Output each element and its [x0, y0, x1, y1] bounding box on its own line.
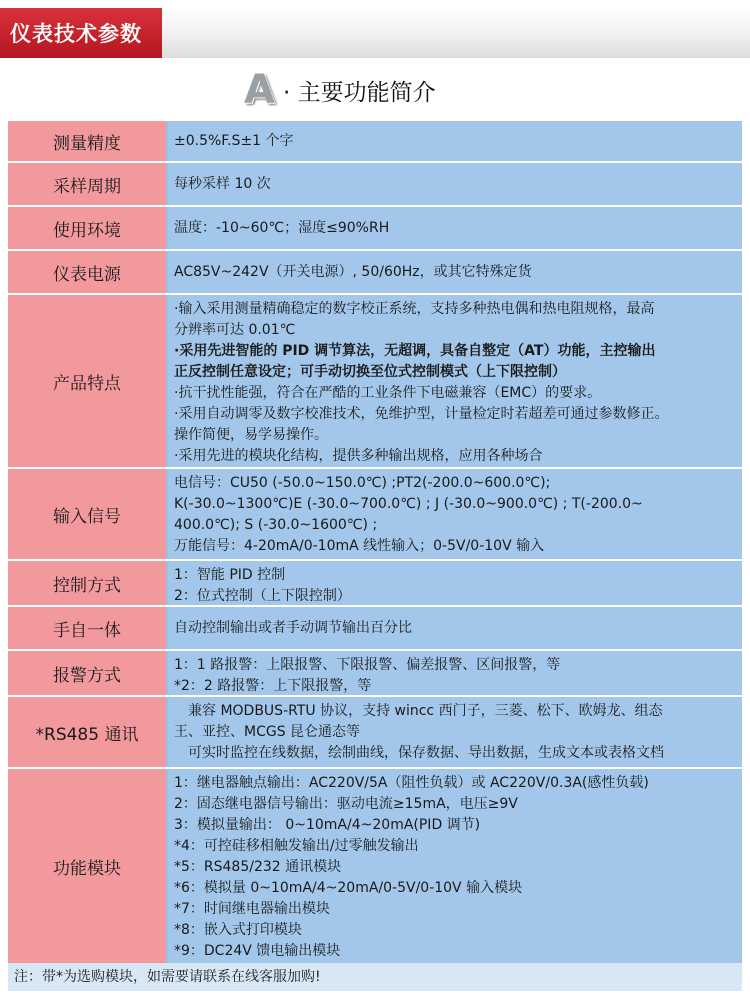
spec-value: [168, 295, 742, 467]
section-letter: A: [244, 67, 275, 113]
spec-value: [168, 207, 742, 249]
spec-value: [168, 607, 742, 649]
spec-value: [168, 469, 742, 559]
header-title: 仪表技术参数: [10, 22, 142, 46]
spec-value-line: 3：模拟量输出： 0~10mA/4~20mA(PID 调节): [174, 817, 481, 833]
spec-value-line: 操作简便，易学易操作。: [174, 427, 328, 443]
spec-value-line: *9：DC24V 馈电输出模块: [174, 943, 341, 959]
spec-table: [8, 121, 742, 963]
header-tab: [0, 8, 162, 58]
spec-row: [8, 561, 742, 605]
spec-value: [168, 697, 742, 767]
spec-value-line: 兼容 MODBUS-RTU 协议，支持 wincc 西门子，三菱、松下、欧姆龙、组态: [188, 703, 663, 719]
spec-row: [8, 607, 742, 649]
spec-value-line: *6：模拟量 0~10mA/4~20mA/0-5V/0-10V 输入模块: [174, 880, 523, 896]
spec-value-line: 每秒采样 10 次: [174, 175, 271, 192]
spec-value-line: *7：时间继电器输出模块: [174, 901, 330, 917]
spec-row: [8, 207, 742, 249]
spec-value-line: 1：继电器触点输出：AC220V/5A（阻性负载）或 AC220V/0.3A(感性负载): [174, 775, 649, 791]
spec-value-line: 自动控制输出或者手动调节输出百分比: [174, 619, 412, 636]
spec-row: [8, 469, 742, 559]
spec-value: [168, 651, 742, 695]
spec-value-line: ·采用自动调零及数字校准技术，免维护型，计量检定时若超差可通过参数修正。: [174, 406, 669, 422]
spec-label: 报警方式: [8, 651, 166, 695]
spec-value: [168, 561, 742, 605]
spec-value-line: 温度：-10~60℃；湿度≤90%RH: [174, 219, 390, 236]
footnote: 注：带*为选购模块，如需要请联系在线客服加购!: [8, 963, 742, 991]
spec-value-line: 万能信号：4-20mA/0-10mA 线性输入；0-5V/0-10V 输入: [174, 538, 545, 554]
spec-value-line: 2：位式控制（上下限控制）: [174, 588, 351, 604]
spec-value-line: 1：智能 PID 控制: [174, 567, 286, 583]
spec-value-line: 王、亚控、MCGS 昆仑通态等: [174, 724, 361, 740]
spec-row: [8, 121, 742, 161]
spec-label: 控制方式: [8, 561, 166, 605]
spec-label: 功能模块: [8, 769, 166, 963]
spec-label: 仪表电源: [8, 251, 166, 293]
spec-label: 测量精度: [8, 121, 166, 161]
spec-value-line: 正反控制任意设定；可手动切换至位式控制模式（上下限控制）: [174, 364, 566, 380]
header-bar: [0, 8, 750, 58]
spec-label: 采样周期: [8, 163, 166, 205]
spec-value-line: ·采用先进的模块化结构，提供多种输出规格，应用各种场合: [174, 448, 543, 464]
spec-value-line: ·输入采用测量精确稳定的数字校正系统，支持多种热电偶和热电阻规格，最高: [174, 301, 655, 317]
spec-value-line: K(-30.0~1300℃)E (-30.0~700.0℃) ; J (-30.0~900.0℃) ; T(-200.0~: [174, 496, 643, 512]
spec-value-line: *2：2 路报警：上下限报警，等: [174, 678, 372, 694]
spec-value-line: ·采用先进智能的 PID 调节算法，无超调，具备自整定（AT）功能，主控输出: [174, 343, 656, 359]
spec-value-line: 可实时监控在线数据，绘制曲线，保存数据、导出数据，生成文本或表格文档: [188, 745, 664, 761]
spec-label: 使用环境: [8, 207, 166, 249]
spec-value-line: *4：可控硅移相触发输出/过零触发输出: [174, 838, 419, 854]
spec-label: 手自一体: [8, 607, 166, 649]
section-title: · 主要功能简介: [282, 79, 436, 106]
spec-value-line: 400.0℃); S (-30.0~1600℃) ;: [174, 517, 378, 533]
spec-value: [168, 121, 742, 161]
spec-value: [168, 769, 742, 963]
spec-row: [8, 697, 742, 767]
header-rule: [162, 8, 750, 58]
spec-value-line: *5：RS485/232 通讯模块: [174, 859, 342, 875]
spec-label: 产品特点: [8, 295, 166, 467]
spec-row: [8, 651, 742, 695]
spec-value: [168, 251, 742, 293]
spec-label: 输入信号: [8, 469, 166, 559]
spec-label: *RS485 通讯: [8, 697, 166, 767]
spec-value-line: 1：1 路报警：上限报警、下限报警、偏差报警、区间报警，等: [174, 657, 561, 673]
spec-value-line: *8：嵌入式打印模块: [174, 922, 302, 938]
spec-value-line: 分辨率可达 0.01℃: [174, 322, 296, 338]
spec-row: [8, 769, 742, 963]
section-heading: [244, 67, 436, 113]
spec-value-line: 2：固态继电器信号输出：驱动电流≥15mA，电压≥9V: [174, 796, 518, 812]
spec-value-line: ±0.5%F.S±1 个字: [174, 132, 294, 149]
spec-value-line: AC85V~242V（开关电源）, 50/60Hz，或其它特殊定货: [174, 263, 532, 280]
spec-row: [8, 251, 742, 293]
spec-value-line: 电信号：CU50 (-50.0~150.0℃) ;PT2(-200.0~600.0℃);: [174, 475, 551, 491]
spec-value-line: ·抗干扰性能强，符合在严酷的工业条件下电磁兼容（EMC）的要求。: [174, 385, 602, 401]
spec-row: [8, 163, 742, 205]
spec-value: [168, 163, 742, 205]
spec-row: [8, 295, 742, 467]
